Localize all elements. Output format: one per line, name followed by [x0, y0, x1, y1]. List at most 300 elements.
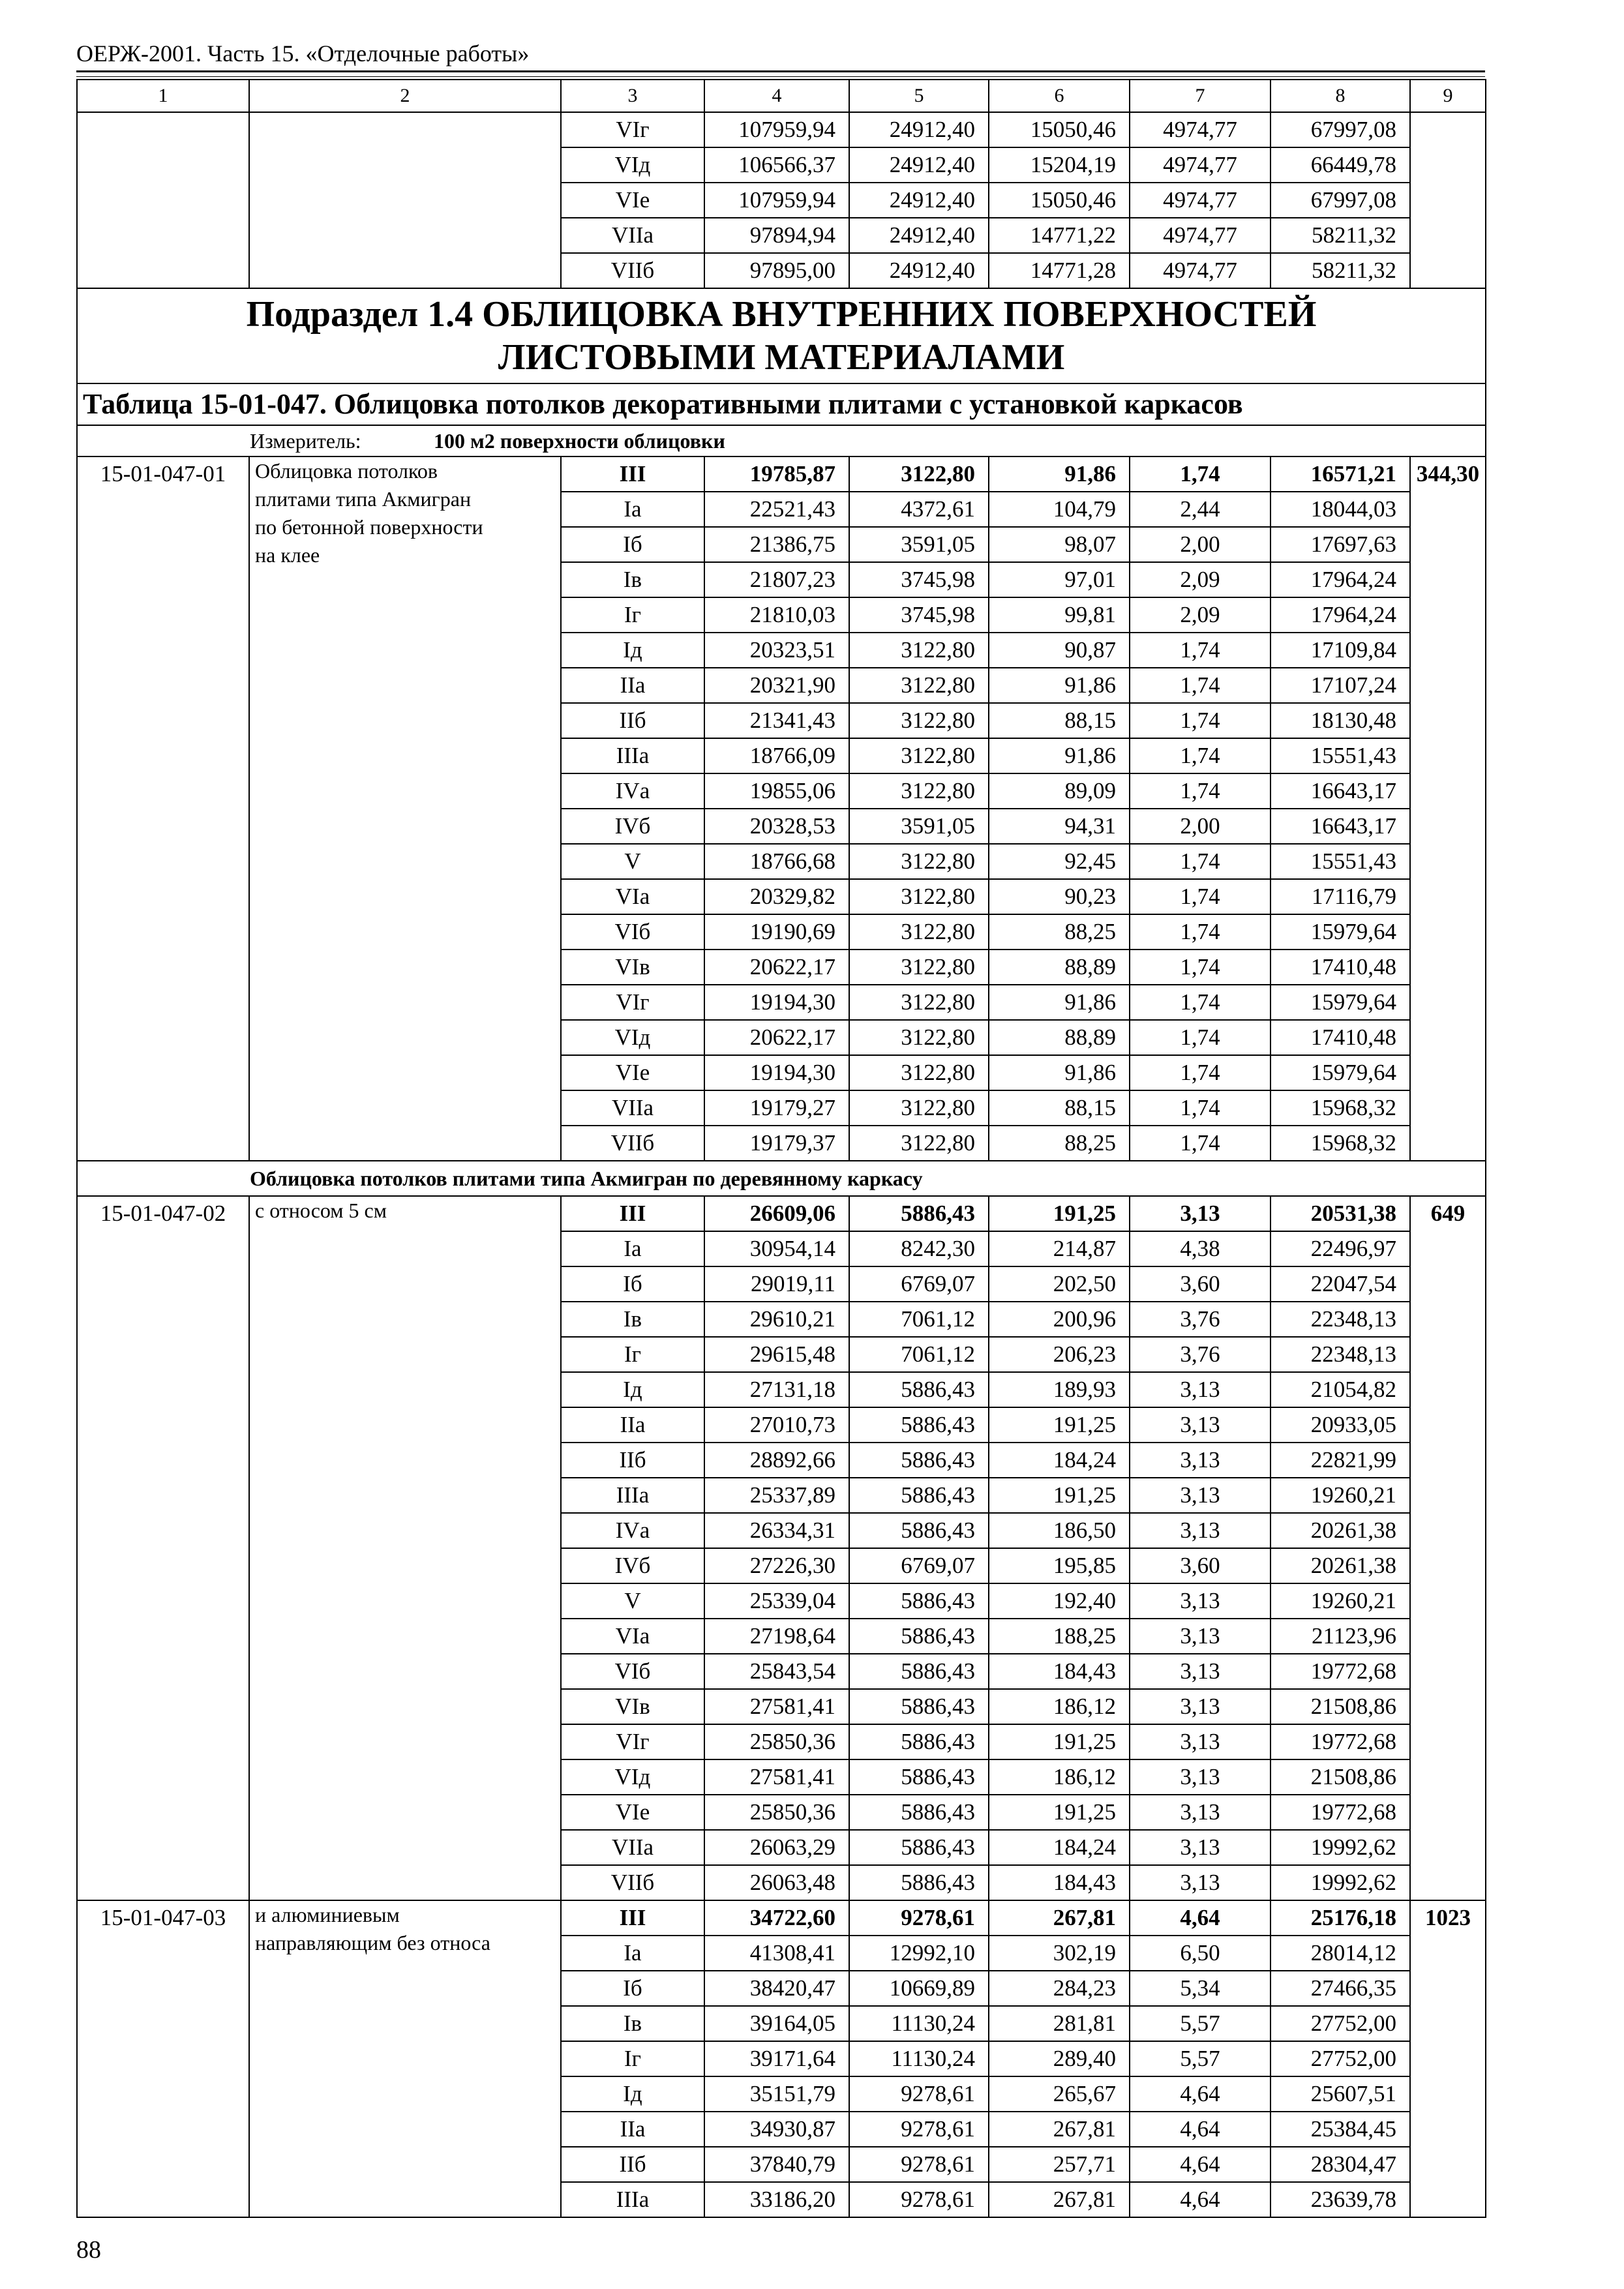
value-cell: 289,40	[989, 2041, 1130, 2076]
value-cell: 3,13	[1130, 1478, 1271, 1513]
value-cell: 3,13	[1130, 1583, 1271, 1619]
value-cell: 11130,24	[849, 2006, 989, 2041]
measure-value: 100 м2 поверхности облицовки	[434, 429, 725, 453]
value-cell: 17964,24	[1271, 597, 1410, 633]
value-cell: 2,00	[1130, 527, 1271, 562]
section-heading-line: ЛИСТОВЫМИ МАТЕРИАЛАМИ	[498, 337, 1065, 378]
value-cell: 20321,90	[704, 668, 849, 703]
column-number: 8	[1271, 80, 1410, 112]
column-number-row	[77, 80, 1486, 112]
table-row	[77, 1900, 1486, 1936]
value-cell: 22496,97	[1271, 1231, 1410, 1266]
header-rule-thin	[76, 76, 1485, 77]
zone-cell: VIа	[561, 879, 704, 914]
value-cell: 21508,86	[1271, 1689, 1410, 1724]
table-title: Таблица 15-01-047. Облицовка потолков декоративными плитами с установкой каркасов	[77, 383, 1486, 425]
value-cell: 186,50	[989, 1513, 1130, 1548]
value-cell: 267,81	[989, 2112, 1130, 2147]
value-cell: 58211,32	[1271, 218, 1410, 253]
value-cell: 5886,43	[849, 1513, 989, 1548]
value-cell: 27752,00	[1271, 2041, 1410, 2076]
value-cell: 3,13	[1130, 1724, 1271, 1759]
value-cell: 9278,61	[849, 2112, 989, 2147]
value-cell: 17410,48	[1271, 1020, 1410, 1055]
value-cell: 5886,43	[849, 1689, 989, 1724]
value-cell: 184,43	[989, 1654, 1130, 1689]
value-cell: 27466,35	[1271, 1971, 1410, 2006]
value-cell: 11130,24	[849, 2041, 989, 2076]
description-line: по бетонной поверхности	[255, 515, 483, 539]
subheading-row	[77, 1161, 1486, 1196]
table-row	[77, 112, 1486, 147]
page-number: 88	[76, 2236, 101, 2264]
zone-cell: IVа	[561, 1513, 704, 1548]
value-cell: 17107,24	[1271, 668, 1410, 703]
value-cell: 29019,11	[704, 1266, 849, 1302]
value-cell: 1,74	[1130, 1126, 1271, 1161]
zone-cell: VIе	[561, 183, 704, 218]
zone-cell: Iа	[561, 1231, 704, 1266]
value-cell: 88,15	[989, 703, 1130, 738]
description-line: на клее	[255, 543, 320, 567]
zone-cell: Iг	[561, 2041, 704, 2076]
measure-row	[77, 425, 1486, 456]
zone-cell: Iд	[561, 633, 704, 668]
value-cell: 27752,00	[1271, 2006, 1410, 2041]
value-cell: 25607,51	[1271, 2076, 1410, 2112]
value-cell: 4,64	[1130, 2182, 1271, 2217]
value-cell: 4974,77	[1130, 218, 1271, 253]
value-cell: 99,81	[989, 597, 1130, 633]
extra-cell: 649	[1410, 1196, 1486, 1900]
value-cell: 3,13	[1130, 1689, 1271, 1724]
value-cell: 1,74	[1130, 668, 1271, 703]
value-cell: 16571,21	[1271, 456, 1410, 492]
zone-cell: VIв	[561, 950, 704, 985]
value-cell: 2,09	[1130, 562, 1271, 597]
zone-cell: VIе	[561, 1055, 704, 1090]
value-cell: 20261,38	[1271, 1513, 1410, 1548]
value-cell: 3122,80	[849, 950, 989, 985]
value-cell: 21508,86	[1271, 1759, 1410, 1795]
value-cell: 22821,99	[1271, 1443, 1410, 1478]
value-cell: 24912,40	[849, 112, 989, 147]
code-cell: 15-01-047-02	[77, 1196, 249, 1900]
value-cell: 39164,05	[704, 2006, 849, 2041]
value-cell: 19772,68	[1271, 1795, 1410, 1830]
value-cell: 15968,32	[1271, 1090, 1410, 1126]
value-cell: 4974,77	[1130, 183, 1271, 218]
value-cell: 3745,98	[849, 562, 989, 597]
value-cell: 28304,47	[1271, 2147, 1410, 2182]
value-cell: 19194,30	[704, 1055, 849, 1090]
value-cell: 1,74	[1130, 1090, 1271, 1126]
column-number: 7	[1130, 80, 1271, 112]
value-cell: 1,74	[1130, 914, 1271, 950]
value-cell: 1,74	[1130, 844, 1271, 879]
value-cell: 19190,69	[704, 914, 849, 950]
description-line: с относом 5 см	[255, 1199, 387, 1222]
zone-cell: VIIб	[561, 1126, 704, 1161]
value-cell: 1,74	[1130, 985, 1271, 1020]
value-cell: 15050,46	[989, 183, 1130, 218]
value-cell: 3122,80	[849, 773, 989, 809]
value-cell: 98,07	[989, 527, 1130, 562]
zone-cell: Iа	[561, 492, 704, 527]
value-cell: 2,00	[1130, 809, 1271, 844]
value-cell: 3,13	[1130, 1830, 1271, 1865]
value-cell: 19179,37	[704, 1126, 849, 1161]
zone-cell: IIIа	[561, 738, 704, 773]
value-cell: 34722,60	[704, 1900, 849, 1936]
column-number: 1	[77, 80, 249, 112]
value-cell: 1,74	[1130, 879, 1271, 914]
value-cell: 3591,05	[849, 809, 989, 844]
value-cell: 3,76	[1130, 1337, 1271, 1372]
zone-cell: VIг	[561, 1724, 704, 1759]
value-cell: 91,86	[989, 985, 1130, 1020]
value-cell: 191,25	[989, 1795, 1130, 1830]
value-cell: 189,93	[989, 1372, 1130, 1407]
value-cell: 188,25	[989, 1619, 1130, 1654]
value-cell: 3122,80	[849, 1090, 989, 1126]
value-cell: 10669,89	[849, 1971, 989, 2006]
value-cell: 106566,37	[704, 147, 849, 183]
value-cell: 8242,30	[849, 1231, 989, 1266]
value-cell: 3122,80	[849, 844, 989, 879]
value-cell: 15968,32	[1271, 1126, 1410, 1161]
value-cell: 1,74	[1130, 738, 1271, 773]
table-row	[77, 456, 1486, 492]
value-cell: 214,87	[989, 1231, 1130, 1266]
zone-cell: Iв	[561, 562, 704, 597]
value-cell: 1,74	[1130, 703, 1271, 738]
value-cell: 29610,21	[704, 1302, 849, 1337]
zone-cell: Iг	[561, 597, 704, 633]
zone-cell: VIа	[561, 1619, 704, 1654]
value-cell: 191,25	[989, 1407, 1130, 1443]
value-cell: 25843,54	[704, 1654, 849, 1689]
value-cell: 15551,43	[1271, 844, 1410, 879]
value-cell: 19772,68	[1271, 1654, 1410, 1689]
column-number: 9	[1410, 80, 1486, 112]
value-cell: 2,44	[1130, 492, 1271, 527]
code-cell: 15-01-047-03	[77, 1900, 249, 2217]
value-cell: 12992,10	[849, 1936, 989, 1971]
description-cell	[249, 1196, 561, 1900]
value-cell: 3122,80	[849, 1020, 989, 1055]
value-cell: 91,86	[989, 668, 1130, 703]
value-cell: 35151,79	[704, 2076, 849, 2112]
value-cell: 9278,61	[849, 2076, 989, 2112]
description-line: направляющим без относа	[255, 1931, 490, 1954]
zone-cell: IIIа	[561, 2182, 704, 2217]
value-cell: 184,24	[989, 1830, 1130, 1865]
value-cell: 104,79	[989, 492, 1130, 527]
code-cell	[77, 112, 249, 288]
value-cell: 3122,80	[849, 703, 989, 738]
value-cell: 25384,45	[1271, 2112, 1410, 2147]
value-cell: 41308,41	[704, 1936, 849, 1971]
value-cell: 2,09	[1130, 597, 1271, 633]
value-cell: 267,81	[989, 1900, 1130, 1936]
value-cell: 25850,36	[704, 1724, 849, 1759]
value-cell: 3122,80	[849, 985, 989, 1020]
value-cell: 88,25	[989, 914, 1130, 950]
value-cell: 206,23	[989, 1337, 1130, 1372]
value-cell: 27010,73	[704, 1407, 849, 1443]
column-number: 4	[704, 80, 849, 112]
value-cell: 302,19	[989, 1936, 1130, 1971]
zone-cell: Iб	[561, 1971, 704, 2006]
value-cell: 21386,75	[704, 527, 849, 562]
value-cell: 66449,78	[1271, 147, 1410, 183]
value-cell: 90,87	[989, 633, 1130, 668]
header-rule	[76, 70, 1485, 72]
value-cell: 24912,40	[849, 183, 989, 218]
value-cell: 20261,38	[1271, 1548, 1410, 1583]
value-cell: 3,13	[1130, 1759, 1271, 1795]
value-cell: 5886,43	[849, 1478, 989, 1513]
value-cell: 1,74	[1130, 1055, 1271, 1090]
value-cell: 17116,79	[1271, 879, 1410, 914]
value-cell: 88,15	[989, 1090, 1130, 1126]
value-cell: 4372,61	[849, 492, 989, 527]
value-cell: 34930,87	[704, 2112, 849, 2147]
value-cell: 3,76	[1130, 1302, 1271, 1337]
value-cell: 267,81	[989, 2182, 1130, 2217]
value-cell: 6,50	[1130, 1936, 1271, 1971]
value-cell: 26334,31	[704, 1513, 849, 1548]
value-cell: 3122,80	[849, 456, 989, 492]
zone-cell: Iд	[561, 2076, 704, 2112]
zone-cell: VIд	[561, 1020, 704, 1055]
value-cell: 20328,53	[704, 809, 849, 844]
zone-cell: IVа	[561, 773, 704, 809]
value-cell: 26063,48	[704, 1865, 849, 1900]
value-cell: 265,67	[989, 2076, 1130, 2112]
zone-cell: VIг	[561, 112, 704, 147]
extra-cell: 1023	[1410, 1900, 1486, 2217]
value-cell: 91,86	[989, 456, 1130, 492]
zone-cell: IIб	[561, 703, 704, 738]
description-line: Облицовка потолков	[255, 459, 438, 483]
value-cell: 19194,30	[704, 985, 849, 1020]
zone-cell: VIд	[561, 147, 704, 183]
value-cell: 27198,64	[704, 1619, 849, 1654]
zone-cell: Iв	[561, 2006, 704, 2041]
value-cell: 25176,18	[1271, 1900, 1410, 1936]
value-cell: 20933,05	[1271, 1407, 1410, 1443]
zone-cell: IIа	[561, 1407, 704, 1443]
zone-cell: VIг	[561, 985, 704, 1020]
value-cell: 21810,03	[704, 597, 849, 633]
zone-cell: VIIб	[561, 253, 704, 288]
zone-cell: IVб	[561, 1548, 704, 1583]
value-cell: 88,89	[989, 950, 1130, 985]
value-cell: 20323,51	[704, 633, 849, 668]
value-cell: 5886,43	[849, 1654, 989, 1689]
column-number: 3	[561, 80, 704, 112]
value-cell: 88,89	[989, 1020, 1130, 1055]
value-cell: 29615,48	[704, 1337, 849, 1372]
value-cell: 186,12	[989, 1689, 1130, 1724]
value-cell: 24912,40	[849, 218, 989, 253]
column-number: 5	[849, 80, 989, 112]
value-cell: 9278,61	[849, 2147, 989, 2182]
value-cell: 97894,94	[704, 218, 849, 253]
section-heading-line: Подраздел 1.4 ОБЛИЦОВКА ВНУТРЕННИХ ПОВЕРХНОСТЕЙ	[246, 294, 1317, 335]
zone-cell: III	[561, 456, 704, 492]
value-cell: 3,13	[1130, 1513, 1271, 1548]
section-heading	[77, 288, 1486, 383]
value-cell: 21054,82	[1271, 1372, 1410, 1407]
value-cell: 38420,47	[704, 1971, 849, 2006]
value-cell: 26609,06	[704, 1196, 849, 1231]
value-cell: 18766,68	[704, 844, 849, 879]
value-cell: 191,25	[989, 1724, 1130, 1759]
value-cell: 3,60	[1130, 1548, 1271, 1583]
zone-cell: IVб	[561, 809, 704, 844]
value-cell: 24912,40	[849, 147, 989, 183]
value-cell: 1,74	[1130, 950, 1271, 985]
zone-cell: IIа	[561, 668, 704, 703]
table-row	[77, 1196, 1486, 1231]
value-cell: 15979,64	[1271, 985, 1410, 1020]
subheading: Облицовка потолков плитами типа Акмигран по деревянному каркасу	[77, 1161, 1486, 1196]
value-cell: 191,25	[989, 1478, 1130, 1513]
section-heading-row	[77, 288, 1486, 383]
value-cell: 1,74	[1130, 773, 1271, 809]
value-cell: 257,71	[989, 2147, 1130, 2182]
value-cell: 30954,14	[704, 1231, 849, 1266]
zone-cell: Iг	[561, 1337, 704, 1372]
value-cell: 15979,64	[1271, 1055, 1410, 1090]
zone-cell: Iд	[561, 1372, 704, 1407]
value-cell: 4974,77	[1130, 112, 1271, 147]
description-cell	[249, 456, 561, 1161]
value-cell: 281,81	[989, 2006, 1130, 2041]
value-cell: 3,13	[1130, 1443, 1271, 1478]
value-cell: 26063,29	[704, 1830, 849, 1865]
value-cell: 33186,20	[704, 2182, 849, 2217]
value-cell: 25850,36	[704, 1795, 849, 1830]
value-cell: 28892,66	[704, 1443, 849, 1478]
measure-cell	[77, 425, 1486, 456]
value-cell: 3,13	[1130, 1407, 1271, 1443]
value-cell: 19260,21	[1271, 1583, 1410, 1619]
value-cell: 5,57	[1130, 2006, 1271, 2041]
zone-cell: IIIа	[561, 1478, 704, 1513]
value-cell: 15204,19	[989, 147, 1130, 183]
measure-label: Измеритель:	[250, 429, 361, 453]
value-cell: 3,13	[1130, 1196, 1271, 1231]
value-cell: 7061,12	[849, 1302, 989, 1337]
value-cell: 3,13	[1130, 1372, 1271, 1407]
value-cell: 15551,43	[1271, 738, 1410, 773]
extra-cell	[1410, 112, 1486, 288]
value-cell: 186,12	[989, 1759, 1130, 1795]
description-cell	[249, 1900, 561, 2217]
value-cell: 16643,17	[1271, 773, 1410, 809]
rates-table	[76, 79, 1486, 2218]
value-cell: 17964,24	[1271, 562, 1410, 597]
value-cell: 20622,17	[704, 1020, 849, 1055]
value-cell: 19772,68	[1271, 1724, 1410, 1759]
value-cell: 4974,77	[1130, 147, 1271, 183]
value-cell: 3,13	[1130, 1619, 1271, 1654]
description-cell	[249, 112, 561, 288]
zone-cell: VIIа	[561, 1830, 704, 1865]
value-cell: 4,38	[1130, 1231, 1271, 1266]
value-cell: 3745,98	[849, 597, 989, 633]
zone-cell: VIе	[561, 1795, 704, 1830]
value-cell: 25337,89	[704, 1478, 849, 1513]
value-cell: 3122,80	[849, 633, 989, 668]
value-cell: 5886,43	[849, 1583, 989, 1619]
value-cell: 27581,41	[704, 1759, 849, 1795]
value-cell: 19785,87	[704, 456, 849, 492]
zone-cell: VIв	[561, 1689, 704, 1724]
value-cell: 97895,00	[704, 253, 849, 288]
zone-cell: Iб	[561, 527, 704, 562]
value-cell: 6769,07	[849, 1266, 989, 1302]
value-cell: 89,09	[989, 773, 1130, 809]
value-cell: 200,96	[989, 1302, 1130, 1337]
value-cell: 1,74	[1130, 633, 1271, 668]
rates-table-body	[77, 80, 1486, 2217]
value-cell: 21123,96	[1271, 1619, 1410, 1654]
value-cell: 67997,08	[1271, 183, 1410, 218]
value-cell: 3,13	[1130, 1865, 1271, 1900]
value-cell: 21341,43	[704, 703, 849, 738]
value-cell: 39171,64	[704, 2041, 849, 2076]
zone-cell: Iв	[561, 1302, 704, 1337]
value-cell: 21807,23	[704, 562, 849, 597]
value-cell: 92,45	[989, 844, 1130, 879]
zone-cell: Iа	[561, 1936, 704, 1971]
value-cell: 18766,09	[704, 738, 849, 773]
value-cell: 19855,06	[704, 773, 849, 809]
value-cell: 5886,43	[849, 1759, 989, 1795]
value-cell: 195,85	[989, 1548, 1130, 1583]
value-cell: 17109,84	[1271, 633, 1410, 668]
value-cell: 25339,04	[704, 1583, 849, 1619]
value-cell: 4,64	[1130, 2076, 1271, 2112]
value-cell: 22348,13	[1271, 1337, 1410, 1372]
value-cell: 28014,12	[1271, 1936, 1410, 1971]
value-cell: 90,23	[989, 879, 1130, 914]
value-cell: 27226,30	[704, 1548, 849, 1583]
description-line: плитами типа Акмигран	[255, 487, 472, 511]
value-cell: 3122,80	[849, 738, 989, 773]
value-cell: 97,01	[989, 562, 1130, 597]
value-cell: 3122,80	[849, 668, 989, 703]
value-cell: 5,57	[1130, 2041, 1271, 2076]
value-cell: 4,64	[1130, 1900, 1271, 1936]
value-cell: 9278,61	[849, 1900, 989, 1936]
value-cell: 4,64	[1130, 2147, 1271, 2182]
zone-cell: VIб	[561, 1654, 704, 1689]
value-cell: 5886,43	[849, 1372, 989, 1407]
value-cell: 94,31	[989, 809, 1130, 844]
value-cell: 5886,43	[849, 1443, 989, 1478]
value-cell: 5,34	[1130, 1971, 1271, 2006]
zone-cell: Iб	[561, 1266, 704, 1302]
value-cell: 91,86	[989, 1055, 1130, 1090]
value-cell: 27131,18	[704, 1372, 849, 1407]
value-cell: 16643,17	[1271, 809, 1410, 844]
